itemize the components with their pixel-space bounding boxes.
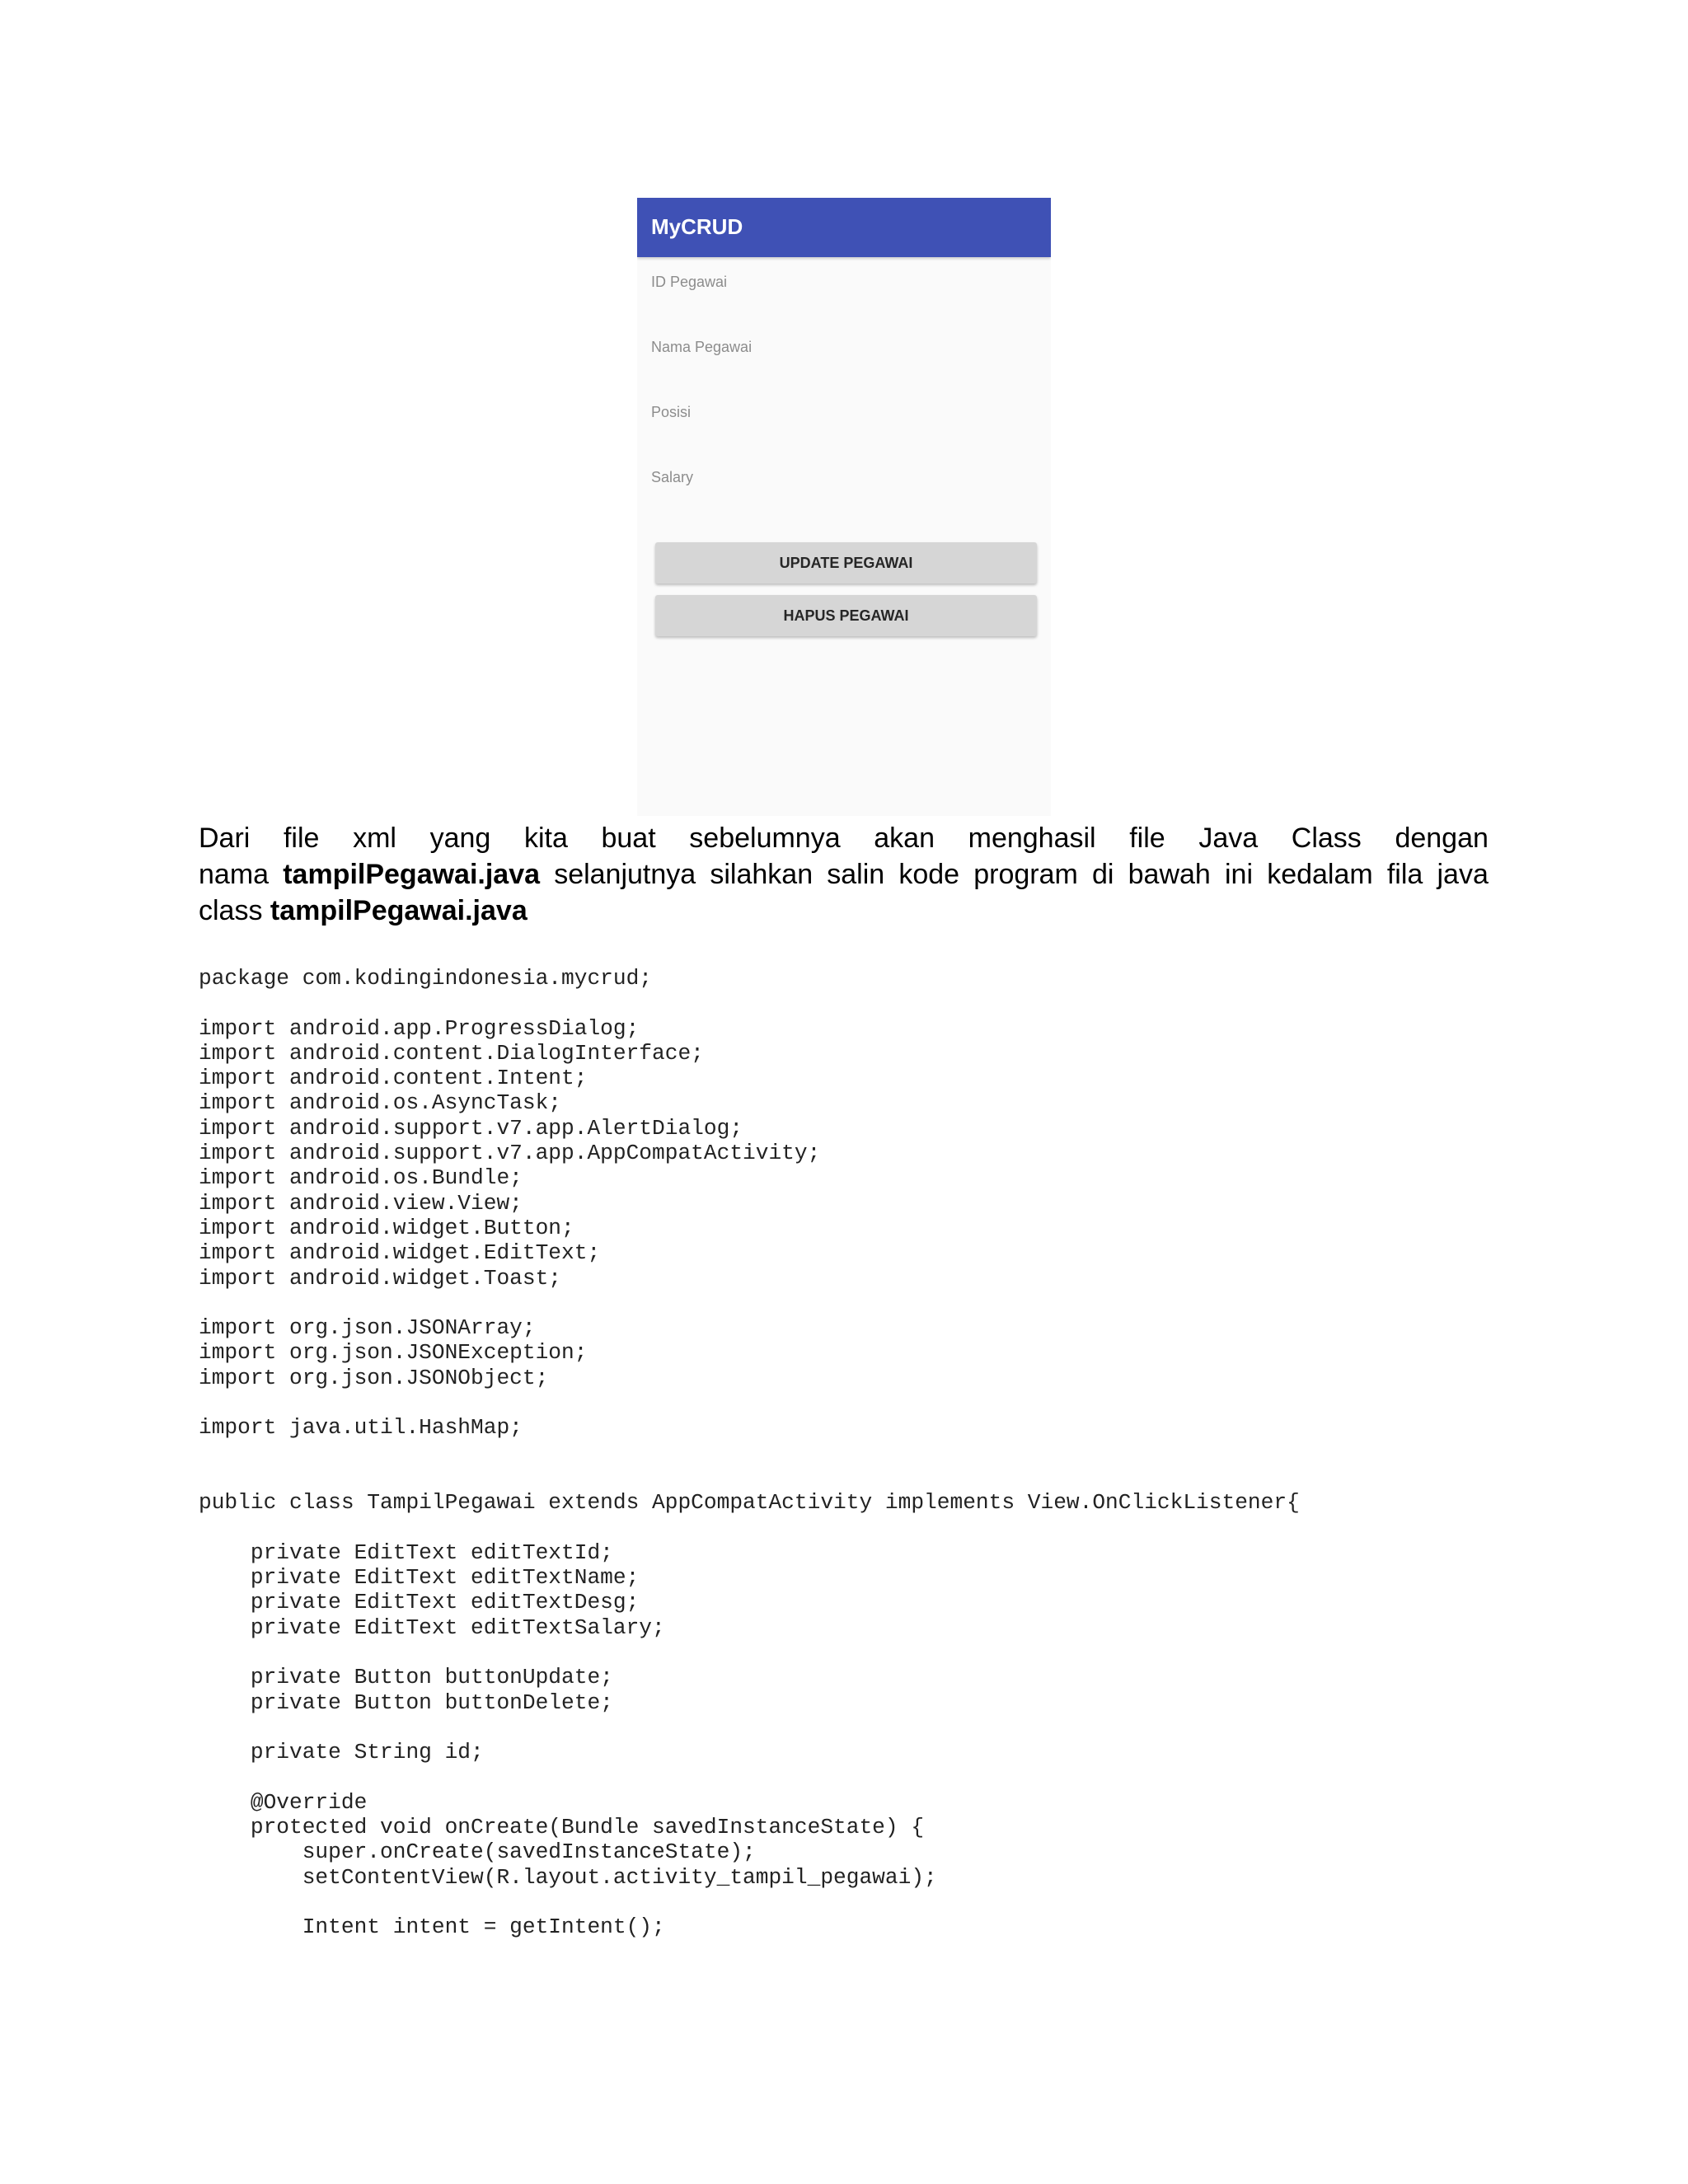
nama-pegawai-field[interactable]: Nama Pegawai — [651, 339, 753, 355]
code-line: import android.os.AsyncTask; — [199, 1090, 562, 1116]
id-pegawai-field[interactable]: ID Pegawai — [651, 274, 728, 290]
code-line: private EditText editTextId; — [199, 1540, 613, 1565]
paragraph-word: program — [973, 859, 1078, 890]
app-title: MyCRUD — [651, 214, 743, 239]
hapus-pegawai-button[interactable]: HAPUS PEGAWAI — [655, 595, 1037, 636]
code-line: @Override — [199, 1789, 368, 1815]
code-line: protected void onCreate(Bundle savedInstanceState) { — [199, 1815, 925, 1840]
code-line: import android.widget.Button; — [199, 1215, 574, 1240]
code-line: import java.util.HashMap; — [199, 1415, 523, 1441]
salary-field[interactable]: Salary — [651, 469, 694, 485]
paragraph-word: menghasil — [968, 823, 1096, 854]
paragraph-word: silahkan — [710, 859, 814, 890]
paragraph-line-3-prefix: class — [199, 895, 270, 926]
code-line: import android.os.Bundle; — [199, 1165, 523, 1191]
code-line: private EditText editTextName; — [199, 1565, 640, 1591]
paragraph-word: java — [1437, 859, 1489, 890]
code-line — [199, 1715, 1517, 1740]
paragraph-line-3 — [199, 893, 1489, 929]
paragraph-word: salin — [827, 859, 885, 890]
paragraph-word: di — [1092, 859, 1114, 890]
paragraph-word: sebelumnya — [689, 823, 841, 854]
paragraph-word: yang — [429, 823, 491, 854]
paragraph-line-2 — [199, 856, 1489, 893]
paragraph-word: buat — [601, 823, 656, 854]
code-line: import android.widget.Toast; — [199, 1265, 562, 1291]
code-listing — [199, 966, 1517, 1940]
code-line: private String id; — [199, 1740, 484, 1765]
code-line: import android.widget.EditText; — [199, 1240, 601, 1266]
paragraph-word: ini — [1225, 859, 1254, 890]
paragraph-word: Java — [1198, 823, 1259, 854]
app-bar — [637, 198, 1051, 257]
code-line: super.onCreate(savedInstanceState); — [199, 1840, 756, 1865]
paragraph-word: fila — [1386, 859, 1423, 890]
code-line: Intent intent = getIntent(); — [199, 1915, 665, 1940]
paragraph-word: Class — [1291, 823, 1362, 854]
paragraph-line-1 — [199, 820, 1489, 856]
code-line: import android.app.ProgressDialog; — [199, 1015, 640, 1041]
paragraph-word: file — [1129, 823, 1165, 854]
code-line: public class TampilPegawai extends AppCompatActivity implements View.OnClickListener{ — [199, 1490, 1300, 1516]
posisi-field[interactable]: Posisi — [651, 404, 692, 420]
paragraph-word: kedalam — [1267, 859, 1373, 890]
paragraph-word: nama — [199, 859, 270, 890]
paragraph-word: xml — [353, 823, 396, 854]
paragraph-word: akan — [874, 823, 935, 854]
code-line: import android.support.v7.app.AlertDialog; — [199, 1115, 743, 1141]
paragraph-word: selanjutnya — [554, 859, 696, 890]
code-line: private Button buttonUpdate; — [199, 1665, 613, 1690]
paragraph-word: kita — [523, 823, 568, 854]
code-line: private EditText editTextDesg; — [199, 1590, 640, 1615]
code-line: import android.view.View; — [199, 1190, 523, 1216]
description-paragraph — [199, 820, 1489, 929]
code-line: setContentView(R.layout.activity_tampil_pegawai); — [199, 1864, 937, 1890]
paragraph-word: file — [283, 823, 320, 854]
paragraph-word: kode — [898, 859, 960, 890]
file-name-bold: tampilPegawai.java — [270, 895, 528, 926]
code-line: package com.kodingindonesia.mycrud; — [199, 966, 653, 991]
code-line: import android.content.DialogInterface; — [199, 1040, 704, 1066]
update-pegawai-button[interactable]: UPDATE PEGAWAI — [655, 542, 1037, 583]
code-line — [199, 1640, 1517, 1665]
paragraph-word: Dari — [199, 823, 251, 854]
code-line — [199, 991, 1517, 1015]
code-line — [199, 1890, 1517, 1915]
paragraph-word: bawah — [1128, 859, 1211, 890]
code-line: import org.json.JSONArray; — [199, 1315, 536, 1341]
code-line — [199, 1765, 1517, 1790]
code-line — [199, 1516, 1517, 1540]
code-line: private Button buttonDelete; — [199, 1690, 613, 1715]
app-screenshot — [637, 198, 1051, 816]
code-line: import org.json.JSONObject; — [199, 1365, 549, 1390]
paragraph-word: tampilPegawai.java — [283, 859, 541, 890]
code-line: import android.content.Intent; — [199, 1066, 588, 1091]
code-line — [199, 1390, 1517, 1415]
code-line — [199, 1465, 1517, 1490]
code-line — [199, 1291, 1517, 1315]
code-line: import android.support.v7.app.AppCompatActivity; — [199, 1141, 821, 1166]
code-line — [199, 1441, 1517, 1465]
code-line: private EditText editTextSalary; — [199, 1615, 665, 1640]
code-line: import org.json.JSONException; — [199, 1340, 588, 1366]
paragraph-word: dengan — [1395, 823, 1489, 854]
